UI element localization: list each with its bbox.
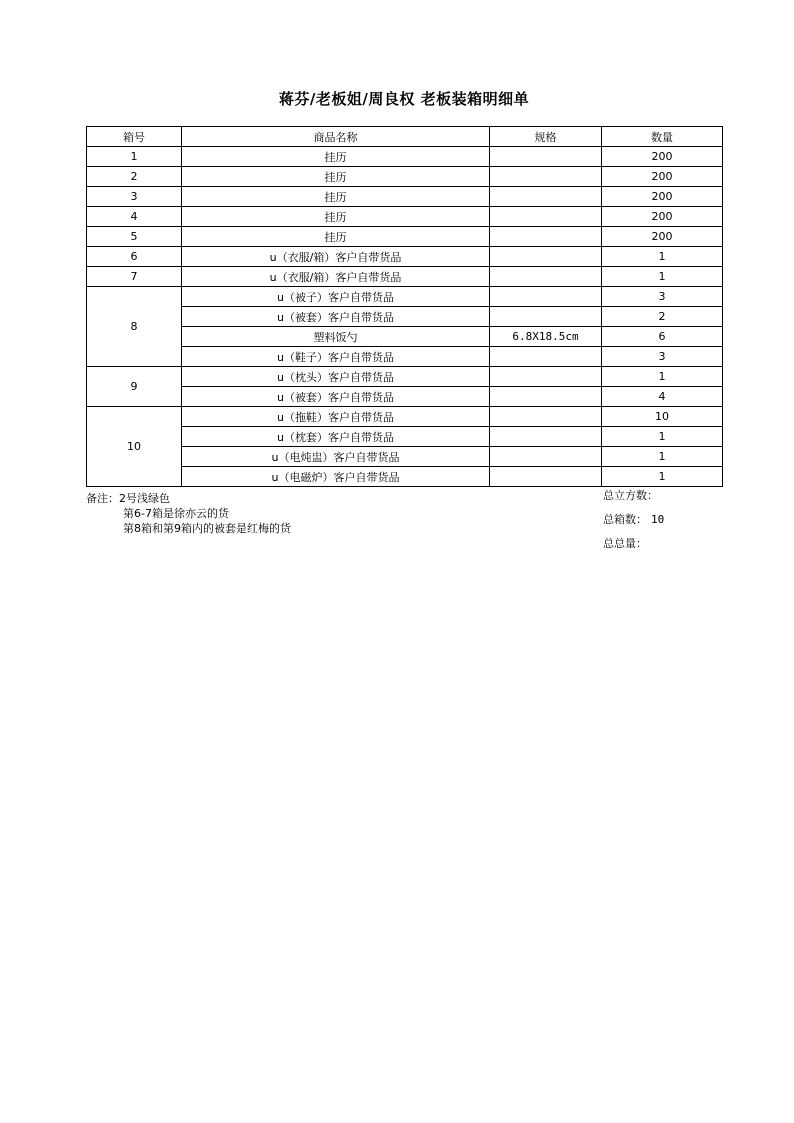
quantity-cell: 2 bbox=[602, 307, 723, 327]
box-number-cell: 9 bbox=[87, 367, 182, 407]
remarks-text: 2号浅绿色 bbox=[119, 492, 170, 505]
header-quantity: 数量 bbox=[602, 127, 723, 147]
spec-cell bbox=[490, 187, 602, 207]
summary-block bbox=[603, 488, 664, 560]
quantity-cell: 4 bbox=[602, 387, 723, 407]
table-header-row bbox=[87, 127, 723, 147]
remarks-line: 第8箱和第9箱内的被套是红梅的货 bbox=[123, 522, 291, 535]
total-boxes bbox=[603, 512, 664, 536]
total-boxes-label: 总箱数： bbox=[603, 513, 647, 526]
table-row bbox=[87, 247, 723, 267]
table-row bbox=[87, 327, 723, 347]
box-number-cell: 8 bbox=[87, 287, 182, 367]
header-product-name: 商品名称 bbox=[182, 127, 490, 147]
table-row bbox=[87, 347, 723, 367]
table-row bbox=[87, 287, 723, 307]
quantity-cell: 200 bbox=[602, 207, 723, 227]
product-name-cell: 挂历 bbox=[182, 187, 490, 207]
header-box-number: 箱号 bbox=[87, 127, 182, 147]
remarks-block bbox=[86, 491, 291, 536]
table-row bbox=[87, 407, 723, 427]
spec-cell bbox=[490, 467, 602, 487]
quantity-cell: 1 bbox=[602, 367, 723, 387]
box-number-cell: 5 bbox=[87, 227, 182, 247]
packing-table bbox=[86, 126, 723, 487]
table-row bbox=[87, 427, 723, 447]
product-name-cell: 塑料饭勺 bbox=[182, 327, 490, 347]
quantity-cell: 1 bbox=[602, 247, 723, 267]
product-name-cell: u（衣服/箱）客户自带货品 bbox=[182, 267, 490, 287]
spec-cell bbox=[490, 307, 602, 327]
total-weight bbox=[603, 536, 664, 560]
box-number-cell: 10 bbox=[87, 407, 182, 487]
quantity-cell: 200 bbox=[602, 147, 723, 167]
spec-cell bbox=[490, 347, 602, 367]
box-number-cell: 1 bbox=[87, 147, 182, 167]
quantity-cell: 200 bbox=[602, 187, 723, 207]
header-spec: 规格 bbox=[490, 127, 602, 147]
spec-cell bbox=[490, 167, 602, 187]
quantity-cell: 200 bbox=[602, 167, 723, 187]
product-name-cell: u（鞋子）客户自带货品 bbox=[182, 347, 490, 367]
remarks-line bbox=[86, 491, 291, 506]
total-volume bbox=[603, 488, 664, 512]
table-row bbox=[87, 187, 723, 207]
product-name-cell: u（被子）客户自带货品 bbox=[182, 287, 490, 307]
total-volume-label: 总立方数： bbox=[603, 489, 658, 502]
table-row bbox=[87, 147, 723, 167]
box-number-cell: 2 bbox=[87, 167, 182, 187]
spec-cell: 6.8X18.5cm bbox=[490, 327, 602, 347]
spec-cell bbox=[490, 207, 602, 227]
product-name-cell: u（拖鞋）客户自带货品 bbox=[182, 407, 490, 427]
spec-cell bbox=[490, 267, 602, 287]
table-row bbox=[87, 367, 723, 387]
quantity-cell: 6 bbox=[602, 327, 723, 347]
table-row bbox=[87, 167, 723, 187]
table-row bbox=[87, 267, 723, 287]
quantity-cell: 1 bbox=[602, 267, 723, 287]
quantity-cell: 3 bbox=[602, 287, 723, 307]
box-number-cell: 3 bbox=[87, 187, 182, 207]
spec-cell bbox=[490, 447, 602, 467]
spec-cell bbox=[490, 407, 602, 427]
remarks-line: 第6-7箱是徐亦云的货 bbox=[123, 507, 229, 520]
table-row bbox=[87, 207, 723, 227]
product-name-cell: u（电炖盅）客户自带货品 bbox=[182, 447, 490, 467]
box-number-cell: 4 bbox=[87, 207, 182, 227]
spec-cell bbox=[490, 367, 602, 387]
quantity-cell: 1 bbox=[602, 467, 723, 487]
box-number-cell: 6 bbox=[87, 247, 182, 267]
table-row bbox=[87, 227, 723, 247]
product-name-cell: u（被套）客户自带货品 bbox=[182, 387, 490, 407]
product-name-cell: 挂历 bbox=[182, 227, 490, 247]
box-number-cell: 7 bbox=[87, 267, 182, 287]
table-body bbox=[87, 147, 723, 487]
table-row bbox=[87, 387, 723, 407]
product-name-cell: u（电磁炉）客户自带货品 bbox=[182, 467, 490, 487]
total-weight-label: 总总量： bbox=[603, 537, 647, 550]
spec-cell bbox=[490, 227, 602, 247]
table-row bbox=[87, 307, 723, 327]
spec-cell bbox=[490, 427, 602, 447]
quantity-cell: 10 bbox=[602, 407, 723, 427]
spec-cell bbox=[490, 247, 602, 267]
product-name-cell: u（被套）客户自带货品 bbox=[182, 307, 490, 327]
remarks-label: 备注： bbox=[86, 492, 119, 505]
quantity-cell: 200 bbox=[602, 227, 723, 247]
spec-cell bbox=[490, 147, 602, 167]
total-boxes-value: 10 bbox=[651, 513, 665, 526]
product-name-cell: u（枕套）客户自带货品 bbox=[182, 427, 490, 447]
quantity-cell: 1 bbox=[602, 427, 723, 447]
table-row bbox=[87, 467, 723, 487]
spec-cell bbox=[490, 387, 602, 407]
quantity-cell: 3 bbox=[602, 347, 723, 367]
quantity-cell: 1 bbox=[602, 447, 723, 467]
product-name-cell: u（衣服/箱）客户自带货品 bbox=[182, 247, 490, 267]
table-row bbox=[87, 447, 723, 467]
product-name-cell: 挂历 bbox=[182, 207, 490, 227]
page-title: 蒋芬/老板姐/周良权 老板装箱明细单 bbox=[278, 90, 530, 108]
product-name-cell: 挂历 bbox=[182, 167, 490, 187]
product-name-cell: u（枕头）客户自带货品 bbox=[182, 367, 490, 387]
product-name-cell: 挂历 bbox=[182, 147, 490, 167]
spec-cell bbox=[490, 287, 602, 307]
